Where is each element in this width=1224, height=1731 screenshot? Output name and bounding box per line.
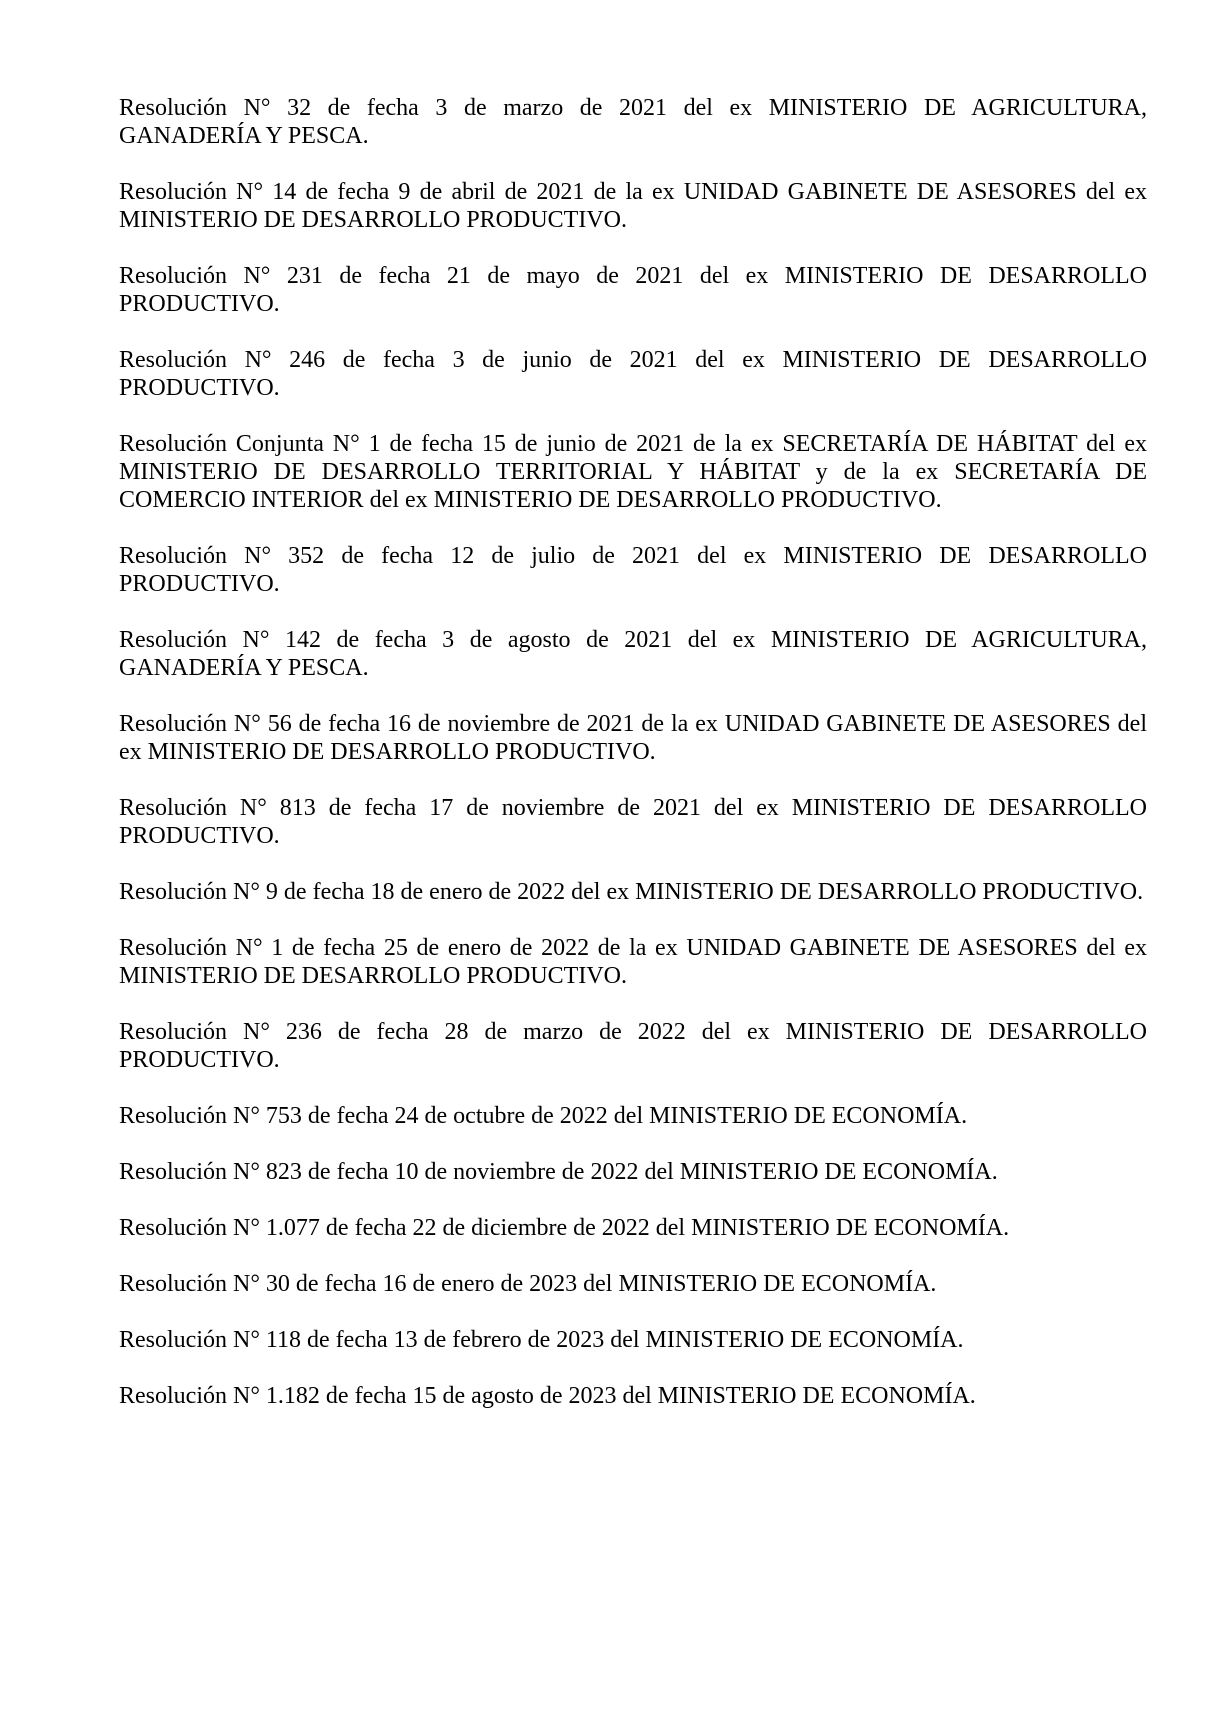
- resolution-paragraph: Resolución N° 14 de fecha 9 de abril de 2021 de la ex UNIDAD GABINETE DE ASESORES del ex MINISTERIO DE DESARROLLO PRODUCTIVO.: [119, 179, 1147, 233]
- resolution-paragraph: Resolución N° 56 de fecha 16 de noviembre de 2021 de la ex UNIDAD GABINETE DE ASESORES del ex MINISTERIO DE DESARROLLO PRODUCTIVO.: [119, 711, 1147, 765]
- resolution-paragraph: Resolución N° 753 de fecha 24 de octubre de 2022 del MINISTERIO DE ECONOMÍA.: [119, 1103, 968, 1129]
- resolution-paragraph: Resolución N° 823 de fecha 10 de noviembre de 2022 del MINISTERIO DE ECONOMÍA.: [119, 1159, 998, 1185]
- resolution-paragraph: Resolución N° 32 de fecha 3 de marzo de 2021 del ex MINISTERIO DE AGRICULTURA, GANADERÍA Y PESCA.: [119, 95, 1147, 149]
- resolutions-list: [119, 94, 1147, 1410]
- resolution-paragraph: Resolución N° 30 de fecha 16 de enero de 2023 del MINISTERIO DE ECONOMÍA.: [119, 1271, 937, 1297]
- resolution-paragraph: Resolución N° 352 de fecha 12 de julio de 2021 del ex MINISTERIO DE DESARROLLO PRODUCTIVO.: [119, 543, 1147, 597]
- resolution-paragraph: Resolución N° 118 de fecha 13 de febrero de 2023 del MINISTERIO DE ECONOMÍA.: [119, 1327, 964, 1353]
- resolution-paragraph: Resolución N° 1.182 de fecha 15 de agosto de 2023 del MINISTERIO DE ECONOMÍA.: [119, 1383, 976, 1409]
- resolution-paragraph: Resolución N° 1.077 de fecha 22 de diciembre de 2022 del MINISTERIO DE ECONOMÍA.: [119, 1215, 1010, 1241]
- resolution-paragraph: Resolución N° 813 de fecha 17 de noviembre de 2021 del ex MINISTERIO DE DESARROLLO PRODUCTIVO.: [119, 795, 1147, 849]
- resolution-paragraph: Resolución N° 231 de fecha 21 de mayo de 2021 del ex MINISTERIO DE DESARROLLO PRODUCTIVO.: [119, 263, 1147, 317]
- resolution-paragraph: Resolución Conjunta N° 1 de fecha 15 de junio de 2021 de la ex SECRETARÍA DE HÁBITAT del ex MINISTERIO DE DESARROLLO TERRITORIAL Y HÁBITAT y de la ex SECRETARÍA DE COMERCIO INTERIOR del ex MINISTERIO DE DESARROLLO PRODUCTIVO.: [119, 431, 1147, 513]
- resolution-paragraph: Resolución N° 236 de fecha 28 de marzo de 2022 del ex MINISTERIO DE DESARROLLO PRODUCTIVO.: [119, 1019, 1147, 1073]
- resolution-paragraph: Resolución N° 246 de fecha 3 de junio de 2021 del ex MINISTERIO DE DESARROLLO PRODUCTIVO.: [119, 347, 1147, 401]
- resolution-paragraph: Resolución N° 1 de fecha 25 de enero de 2022 de la ex UNIDAD GABINETE DE ASESORES del ex MINISTERIO DE DESARROLLO PRODUCTIVO.: [119, 935, 1147, 989]
- resolution-paragraph: Resolución N° 9 de fecha 18 de enero de 2022 del ex MINISTERIO DE DESARROLLO PRODUCTIVO.: [119, 879, 1144, 905]
- resolution-paragraph: Resolución N° 142 de fecha 3 de agosto de 2021 del ex MINISTERIO DE AGRICULTURA, GANADERÍA Y PESCA.: [119, 627, 1147, 681]
